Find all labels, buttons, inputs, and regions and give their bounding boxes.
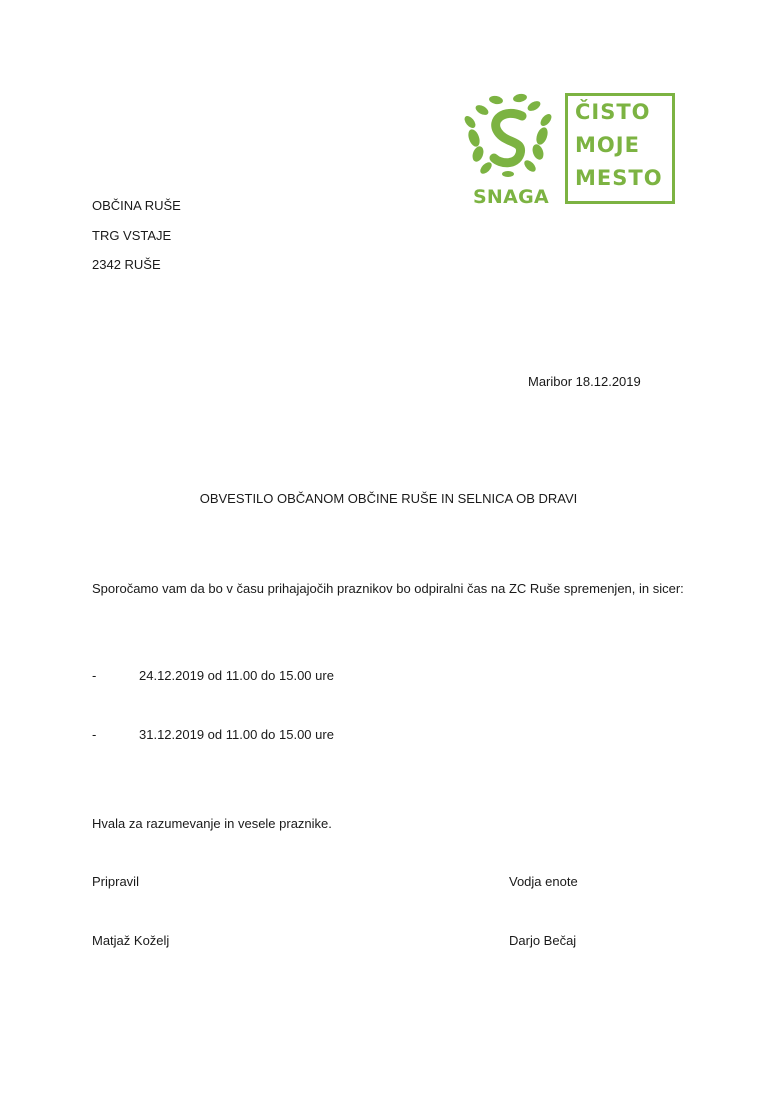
signature-right-role: Vodja enote — [509, 874, 578, 889]
schedule-bullet-2: - — [92, 727, 97, 742]
document-title: OBVESTILO OBČANOM OBČINE RUŠE IN SELNICA OB DRAVI — [199, 491, 578, 506]
recipient-line-2: TRG VSTAJE — [92, 228, 172, 243]
signature-right-name: Darjo Bečaj — [509, 933, 577, 948]
schedule-item-1: 24.12.2019 od 11.00 do 15.00 ure — [139, 668, 334, 683]
cisto-moje-mesto-logo — [565, 93, 675, 204]
closing-line: Hvala za razumevanje in vesele praznike. — [92, 816, 332, 831]
schedule-bullet-1: - — [92, 668, 97, 683]
recipient-line-3: 2342 RUŠE — [92, 257, 161, 272]
recipient-line-1: OBČINA RUŠE — [92, 198, 181, 213]
header-logos — [462, 90, 682, 212]
snaga-wordmark: SNAGA — [472, 186, 550, 208]
signature-left-name: Matjaž Koželj — [92, 933, 170, 948]
intro-paragraph: Sporočamo vam da bo v času prihajajočih praznikov bo odpiralni čas na ZC Ruše spremenjen, in sicer: — [92, 581, 684, 596]
logo-line-3: MESTO — [575, 166, 663, 190]
logo-line-1: ČISTO — [575, 100, 651, 124]
signature-left-role: Pripravil — [92, 874, 139, 889]
schedule-item-2: 31.12.2019 od 11.00 do 15.00 ure — [139, 727, 334, 742]
logo-line-2: MOJE — [575, 133, 640, 157]
place-date: Maribor 18.12.2019 — [528, 374, 641, 389]
